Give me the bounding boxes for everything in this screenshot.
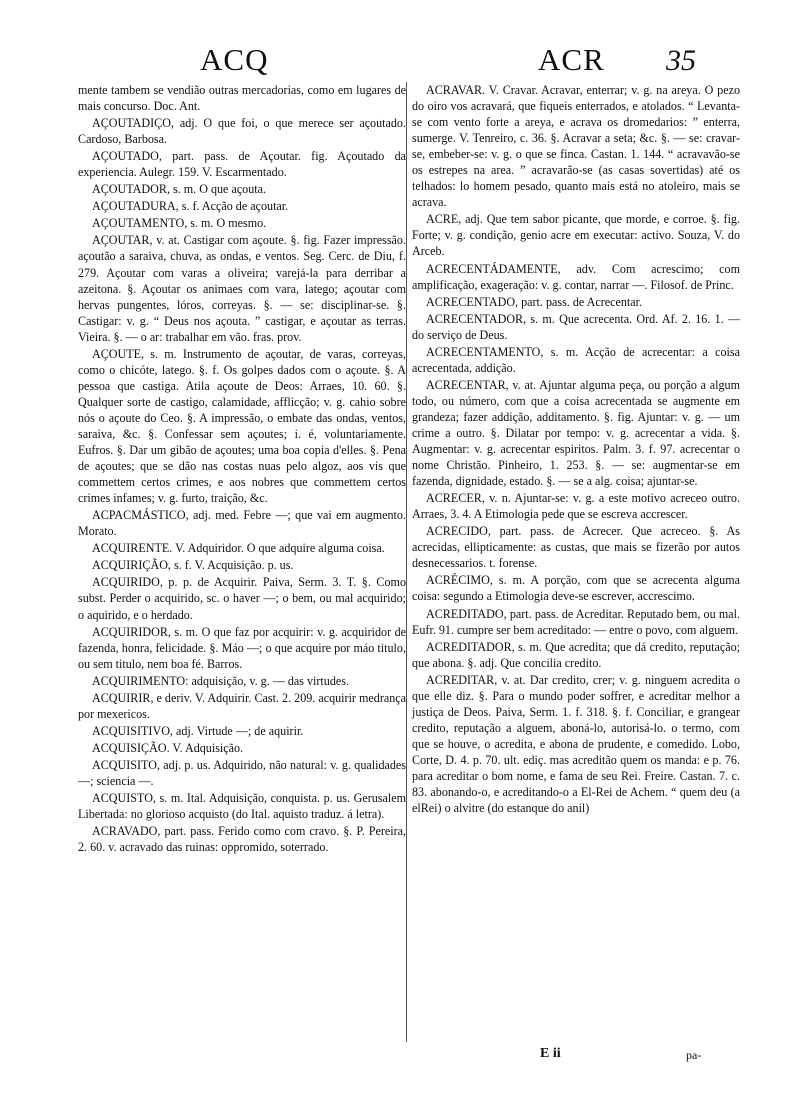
right-column <box>412 82 740 817</box>
dictionary-entry: ACPACMÁSTICO, adj. med. Febre —; que vai em augmento. Morato. <box>78 508 406 539</box>
dictionary-entry: ACQUIRIR, e deriv. V. Adquirir. Cast. 2. 209. acquirir medrança por mexericos. <box>78 690 406 721</box>
column-divider <box>406 82 407 1042</box>
dictionary-entry: ACQUIRIÇÃO, s. f. V. Acquisição. p. us. <box>92 558 294 573</box>
dictionary-entry: AÇOUTADO, part. pass. de Açoutar. fig. Açoutado da experiencia. Aulegr. 159. V. Escarmentado. <box>78 149 406 180</box>
dictionary-entry: AÇOUTADURA, s. f. Acção de açoutar. <box>92 199 289 214</box>
dictionary-entry: AÇOUTAMENTO, s. m. O mesmo. <box>92 216 267 231</box>
dictionary-entry: ACQUISTO, s. m. Ital. Adquisição, conquista. p. us. Gerusalem Libertada: no glorioso acquisto (do Ital. aquisto traduz. á letra). <box>78 791 406 822</box>
dictionary-entry: ACRE, adj. Que tem sabor picante, que morde, e corroe. §. fig. Forte; v. g. condição, genio acre em executar: activo. Souza, V. do Arceb. <box>412 212 740 259</box>
dictionary-entry: ACRECENTÁDAMENTE, adv. Com acrescimo; com amplificação, exageração: v. g. contar, narrar —. Filosof. de Princ. <box>412 261 740 292</box>
dictionary-entry: ACRÉCIMO, s. m. A porção, com que se acrecenta alguma coisa: segundo a Etimologia deve-se escrever, accrescimo. <box>412 573 740 604</box>
dictionary-entry: AÇOUTAR, v. at. Castigar com açoute. §. fig. Fazer impressão. açoutão a saraiva, chuva, as ondas, e ventos. Seg. Cerc. de Diu, f. 279. Açoutar com varas a oliveira; varejá-la para derribar a azeitona. §. Açoutar os animaes com vara, latego; açoutar com hervas pungentes, lóros, correyas. §. — se: disciplinar-se. §. Castigar: v. g. “ Deus nos açouta. ” castigar, e açoutar as terras. Vieira. §. — o ar: trabalhar em vão. fras. prov. <box>78 233 406 344</box>
dictionary-entry: ACRECIDO, part. pass. de Acrecer. Que acreceo. §. As acrecidas, ellipticamente: as custas, que mais se fizerão por autos desnecessarios. t. forense. <box>412 524 740 571</box>
page-footer <box>70 1044 740 1068</box>
dictionary-page <box>70 40 740 1080</box>
dictionary-entry: mente tambem se vendião outras mercadorias, como em lugares de mais concurso. Doc. Ant. <box>78 83 406 114</box>
right-running-head: ACR <box>538 42 605 77</box>
signature-mark: E ii <box>540 1046 561 1061</box>
dictionary-entry: ACREDITADO, part. pass. de Acreditar. Reputado bem, ou mal. Eufr. 91. cumpre ser bem acreditado: — entre o povo, com alguem. <box>412 606 740 637</box>
dictionary-entry: ACRECENTAMENTO, s. m. Acção de acrecentar: a coisa acrecentada, addição. <box>412 344 740 375</box>
dictionary-entry: ACQUISITIVO, adj. Virtude —; de aquirir. <box>92 723 304 738</box>
dictionary-entry: ACRECENTADOR, s. m. Que acrecenta. Ord. Af. 2. 16. 1. — do serviço de Deus. <box>412 311 740 342</box>
dictionary-entry: ACREDITADOR, s. m. Que acredita; que dá credito, reputação; que abona. §. adj. Que concilia credito. <box>412 639 740 670</box>
dictionary-entry: ACQUISITO, adj. p. us. Adquirido, não natural: v. g. qualidades —; sciencia —. <box>78 757 406 788</box>
dictionary-entry: ACRECENTAR, v. at. Ajuntar alguma peça, ou porção a algum todo, ou número, com que a coisa acrecentada se augmente em grandeza; fazer addição, additamento. §. fig. Ajuntar: v. g. — um crime a outro. §. Dilatar por tempo: v. g. acrecentar a vida. §. Augmentar: v. g. acrecentar espiritos. Palm. 3. f. 97. acrecentar o nome Christão. Pinheiro, 1. 253. §. — se: augmentar-se em fazenda, dignidade, estado. §. — se a alg. coisa; ajuntar-se. <box>412 377 740 489</box>
dictionary-entry: ACQUIRIDO, p. p. de Acquirir. Paiva, Serm. 3. T. §. Como subst. Perder o acquirido, sc. o haver —; o bem, ou mal acquirido; o aquirido, e o herdado. <box>78 575 406 622</box>
dictionary-entry: ACRAVADO, part. pass. Ferido como com cravo. §. P. Pereira, 2. 60. v. acravado das ruinas: oppromido, soterrado. <box>78 824 406 855</box>
dictionary-entry: ACRAVAR. V. Cravar. Acravar, enterrar; v. g. na areya. O pezo do oiro vos acravará, que fiqueis enterrados, e atolados. “ Levanta-se com vento forte a areya, e acrava os dromedarios: ” enterra, sumerge. V. Tenreiro, c. 36. §. Acravar a seta; &c. §. — se: cravar-se, embeber-se: v. g. o que se finca. Castan. 1. 144. “ acravavão-se os estrepes na area. ” acravarão-se (as casas sovertidas) até os telhados: lo homem pesado, quanto mais está no atoleiro, mais se acrava. <box>412 83 740 210</box>
dictionary-entry: ACREDITAR, v. at. Dar credito, crer; v. g. ninguem acredita o que elle diz. §. Para o mundo poder soffrer, e acreditar melhor a justiça de Deos. Paiva, Serm. 1. f. 318. §. f. Conciliar, e grangear credito, reputação a alguem, aboná-lo, autorisá-lo. o termo, com que se houve, o acredita, e abona de prudente, e comedido. Lobo, Corte, D. 4. p. 70. ult. ediç. mas acreditão quem os manda: e p. 76. para acreditar o bom nome, e fama de seu Rei. Freire. Castan. 7. c. 83. abonando-o, e acreditando-o a El-Rei de Achem. “ quem deu (a elRei) o alvitre (do estanque do anil) <box>412 672 740 816</box>
dictionary-entry: ACQUIRENTE. V. Adquiridor. O que adquire alguma coisa. <box>92 541 385 556</box>
text-columns <box>70 82 740 1042</box>
left-column <box>78 82 406 856</box>
dictionary-entry: ACRECENTADO, part. pass. de Acrecentar. <box>426 294 642 309</box>
dictionary-entry: ACQUIRIDOR, s. m. O que faz por acquirir: v. g. acquiridor de fazenda, honra, felicidade. §. Máo —; o que acquire por máo titulo, ou sem titulo, nem boa fé. Barros. <box>78 624 406 671</box>
page-header <box>70 40 740 80</box>
page-number: 35 <box>666 44 696 77</box>
dictionary-entry: ACRECER, v. n. Ajuntar-se: v. g. a este motivo acreceo outro. Arraes, 3. 4. A Etimologia pede que se escreva accrescer. <box>412 491 740 522</box>
catchword: pa- <box>686 1048 702 1062</box>
dictionary-entry: ACQUIRIMENTO: adquisição, v. g. — das virtudes. <box>92 673 349 688</box>
dictionary-entry: AÇOUTADOR, s. m. O que açouta. <box>92 182 267 197</box>
dictionary-entry: AÇOUTE, s. m. Instrumento de açoutar, de varas, correyas, como o chicóte, latego. §. f. Os golpes dados com o açoute. §. A pessoa que castiga. Atila açoute de Deos: Arraes, 10. 60. §. Qualquer sorte de castigo, calamidade, afflicção; v. g. cahio sobre nós o açoute do Ceo. §. A impressão, o embate das ondas, ventos, saraiva, &c. §. Confessar sem açoutes; i. é, voluntariamente. Eufros. §. Dar um gibão de açoutes; uma boa copia d'elles. §. Pena de açoutes; que se dão nas costas nuas pelo algoz, aos vis que commettem certos crimes, e aos nobres que commettem certos crimes infames; v. g. furto, traição, &c. <box>78 346 406 506</box>
dictionary-entry: ACQUISIÇÃO. V. Adquisição. <box>92 740 244 755</box>
left-running-head: ACQ <box>200 42 269 77</box>
dictionary-entry: AÇOUTADIÇO, adj. O que foi, o que merece ser açoutado. Cardoso, Barbosa. <box>78 116 406 147</box>
